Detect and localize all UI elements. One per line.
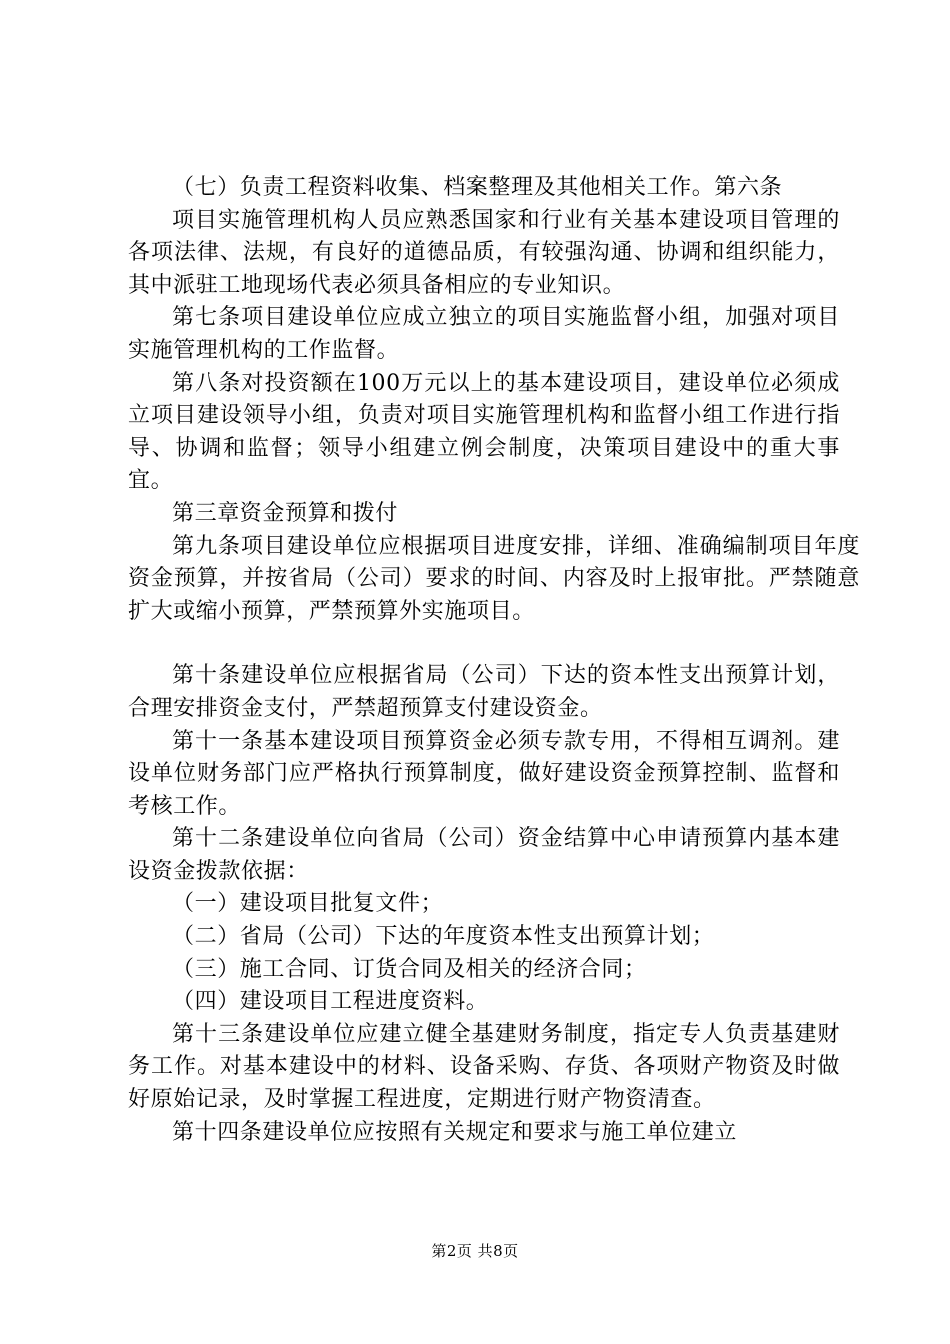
paragraph-article-10: 第十条建设单位应根据省局（公司）下达的资本性支出预算计划，合理安排资金支付，严禁超预算支付建设资金。: [128, 663, 840, 721]
page-footer: [0, 1240, 950, 1261]
list-item-3: （三）施工合同、订货合同及相关的经济合同；: [172, 956, 647, 982]
paragraph-article-6-body: 项目实施管理机构人员应熟悉国家和行业有关基本建设项目管理的各项法律、法规，有良好的道德品质，有较强沟通、协调和组织能力，其中派驻工地现场代表必须具备相应的专业知识。: [128, 207, 840, 298]
document-body: [128, 172, 860, 1149]
paragraph-article-8: 第八条对投资额在100万元以上的基本建设项目，建设单位必须成立项目建设领导小组，负责对项目实施管理机构和监督小组工作进行指导、协调和监督；领导小组建立例会制度，决策项目建设中的重大事宜。: [128, 370, 840, 494]
paragraph-article-14: 第十四条建设单位应按照有关规定和要求与施工单位建立: [172, 1119, 738, 1145]
list-item-2: （二）省局（公司）下达的年度资本性支出预算计划；: [172, 924, 715, 950]
paragraph-article-7: 第七条项目建设单位应成立独立的项目实施监督小组，加强对项目实施管理机构的工作监督。: [128, 305, 840, 363]
paragraph-article-9: 第九条项目建设单位应根据项目进度安排，详细、准确编制项目年度资金预算，并按省局（公司）要求的时间、内容及时上报审批。严禁随意扩大或缩小预算，严禁预算外实施项目。: [128, 533, 860, 624]
list-item-4: （四）建设项目工程进度资料。: [172, 989, 489, 1015]
list-item-1: （一）建设项目批复文件；: [172, 891, 444, 917]
page-number-label: 第2页 共8页: [431, 1242, 519, 1260]
paragraph-item-7: （七）负责工程资料收集、档案整理及其他相关工作。第六条: [172, 175, 783, 200]
chapter-heading-3: 第三章资金预算和拨付: [172, 500, 399, 526]
paragraph-article-12: 第十二条建设单位向省局（公司）资金结算中心申请预算内基本建设资金拨款依据：: [128, 826, 840, 884]
paragraph-article-11: 第十一条基本建设项目预算资金必须专款专用，不得相互调剂。建设单位财务部门应严格执行预算制度，做好建设资金预算控制、监督和考核工作。: [128, 728, 840, 819]
paragraph-article-13: 第十三条建设单位应建立健全基建财务制度，指定专人负责基建财务工作。对基本建设中的材料、设备采购、存货、各项财产物资及时做好原始记录，及时掌握工程进度，定期进行财产物资清查。: [128, 1021, 840, 1113]
